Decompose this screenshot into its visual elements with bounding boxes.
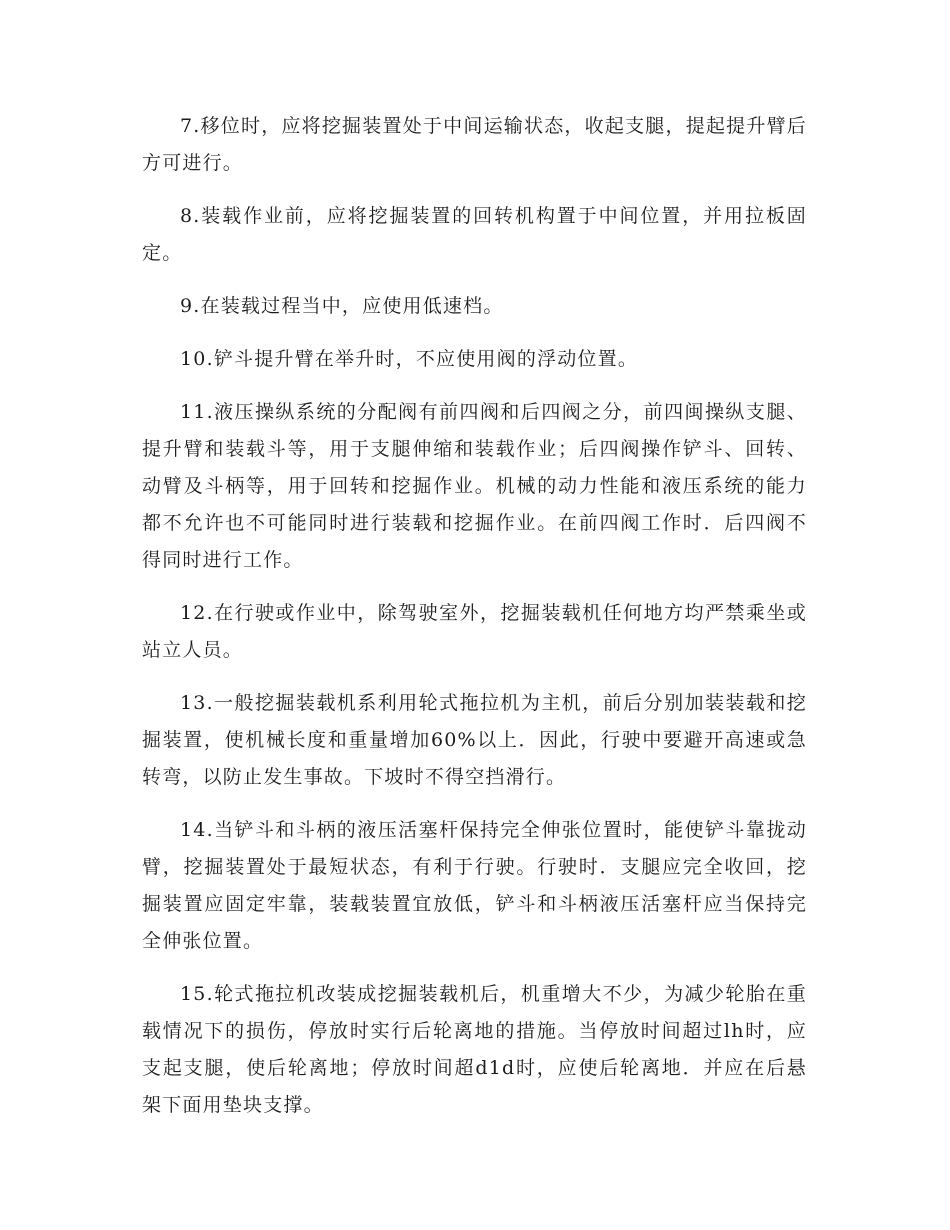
- paragraph-12: 12.在行驶或作业中，除驾驶室外，挖掘装载机任何地方均严禁乘坐或站立人员。: [142, 602, 807, 661]
- paragraph-8: 8.装载作业前，应将挖掘装置的回转机构置于中间位置，并用拉板固定。: [142, 205, 807, 264]
- paragraph-9: 9.在装载过程当中，应使用低速档。: [180, 295, 504, 317]
- paragraph-13: 13.一般挖掘装载机系利用轮式拖拉机为主机，前后分别加装装载和挖掘装置，使机械长度和重量增加60%以上．因此，行驶中要避开高速或急转弯，以防止发生事故。下坡时不得空挡滑行。: [142, 692, 807, 788]
- paragraph-10: 10.铲斗提升臂在举升时，不应使用阀的浮动位置。: [180, 348, 639, 370]
- paragraph-14: 14.当铲斗和斗柄的液压活塞杆保持完全伸张位置时，能使铲斗靠拢动臂，挖掘装置处于最短状态，有利于行驶。行驶时．支腿应完全收回，挖掘装置应固定牢靠，装载装置宜放低，铲斗和斗柄液压活塞杆应当保持完全伸张位置。: [142, 819, 807, 952]
- paragraph-15: 15.轮式拖拉机改装成挖掘装载机后，机重增大不少，为减少轮胎在重载情况下的损伤，停放时实行后轮离地的措施。当停放时间超过lh时，应支起支腿，使后轮离地；停放时间超d1d时，应使后轮离地．并应在后悬架下面用垫块支撑。: [142, 983, 807, 1116]
- document-body: [142, 108, 807, 1140]
- paragraph-11: 11.液压操纵系统的分配阀有前四阀和后四阀之分，前四闽操纵支腿、提升臂和装载斗等，用于支腿伸缩和装载作业；后四阀操作铲斗、回转、动臂及斗柄等，用于回转和挖掘作业。机械的动力性能和液压系统的能力都不允许也不可能同时进行装载和挖掘作业。在前四阀工作时．后四阀不得同时进行工作。: [142, 401, 807, 571]
- paragraph-7: 7.移位时，应将挖掘装置处于中间运输状态，收起支腿，提起提升臂后方可进行。: [142, 115, 807, 174]
